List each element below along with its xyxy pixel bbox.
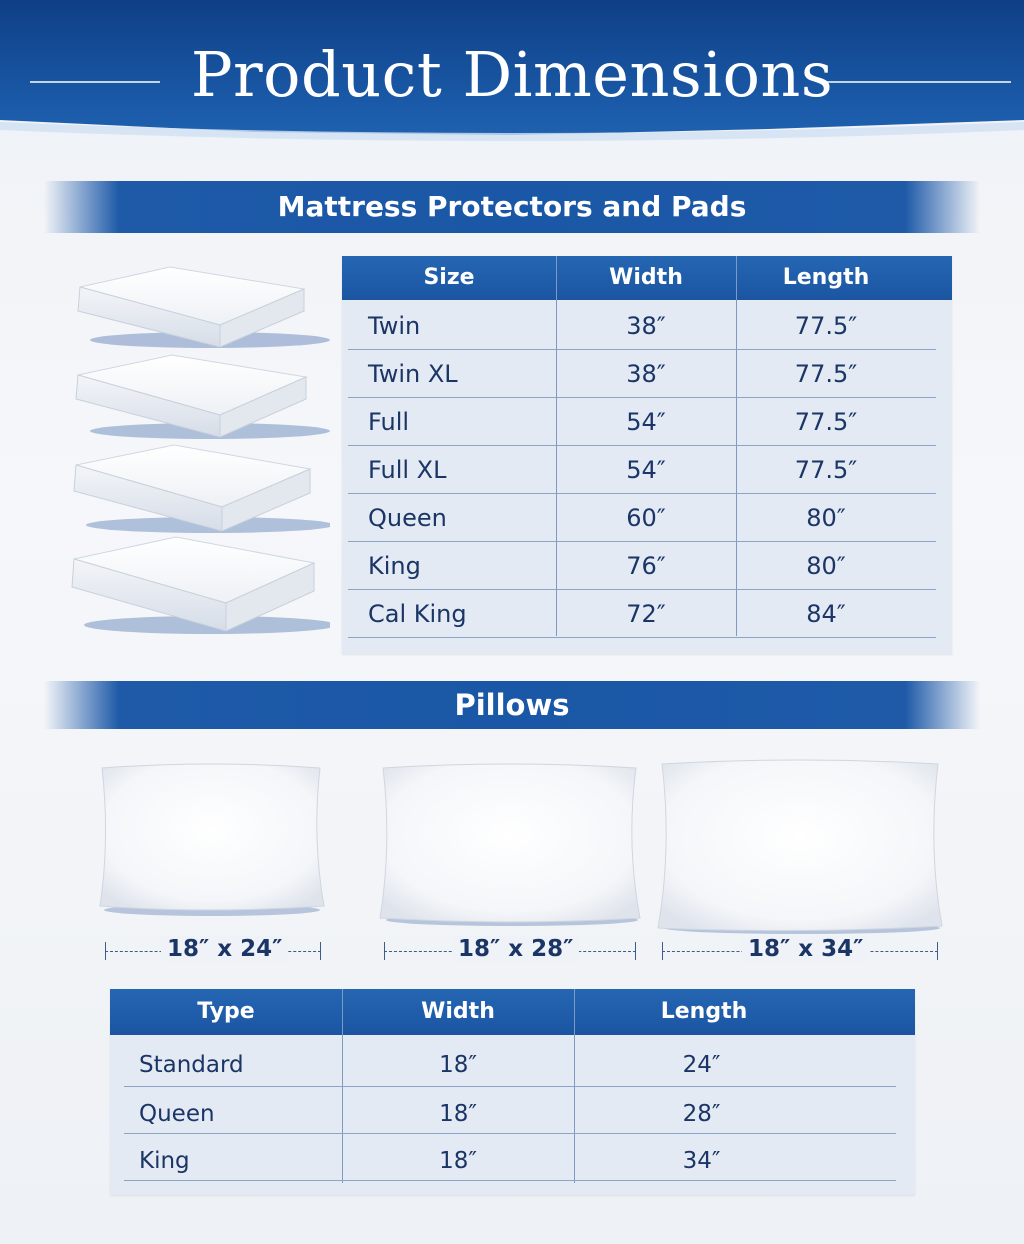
size-cell: Full XL (368, 456, 447, 484)
column-header-type: Type (197, 999, 255, 1024)
row-divider (348, 637, 936, 638)
type-cell: Queen (139, 1101, 215, 1127)
size-cell: Full (368, 408, 410, 436)
width-cell: 54″ (626, 408, 666, 436)
row-divider (124, 1133, 896, 1134)
column-header-size: Size (423, 265, 475, 290)
width-cell: 72″ (626, 600, 666, 628)
type-cell: Standard (139, 1052, 244, 1078)
length-cell: 84″ (806, 600, 846, 628)
length-cell: 24″ (682, 1052, 721, 1078)
length-cell: 80″ (806, 552, 846, 580)
dimension-tick (635, 942, 636, 960)
size-cell: Cal King (368, 600, 467, 628)
mattress-table-header (342, 256, 952, 300)
width-cell: 54″ (626, 456, 666, 484)
dimension-tick (937, 942, 938, 960)
table-row (110, 1041, 915, 1089)
size-cell: King (368, 552, 421, 580)
length-cell: 77.5″ (794, 408, 858, 436)
table-row (342, 350, 952, 398)
pillow-icon (90, 758, 950, 938)
size-cell: Queen (368, 504, 447, 532)
table-row (342, 542, 952, 590)
width-cell: 38″ (626, 360, 666, 388)
column-header-width: Width (421, 999, 495, 1024)
table-row (110, 1137, 915, 1185)
mattress-table (342, 256, 952, 654)
width-cell: 18″ (439, 1052, 477, 1078)
pillow-size-label: 18″ x 34″ (742, 936, 869, 962)
mattress-section-heading: Mattress Protectors and Pads (44, 181, 980, 233)
width-cell: 38″ (626, 312, 666, 340)
length-cell: 28″ (682, 1101, 721, 1127)
pillows-section-heading: Pillows (44, 681, 980, 729)
length-cell: 80″ (806, 504, 846, 532)
pillow-dimension-queen (384, 936, 636, 962)
length-cell: 77.5″ (794, 360, 858, 388)
pillow-size-label: 18″ x 28″ (452, 936, 579, 962)
row-divider (124, 1086, 896, 1087)
table-row (342, 494, 952, 542)
width-cell: 60″ (626, 504, 666, 532)
size-cell: Twin (368, 312, 421, 340)
table-row (342, 398, 952, 446)
length-cell: 77.5″ (794, 312, 858, 340)
column-header-length: Length (660, 999, 748, 1024)
mattress-icon (60, 255, 330, 655)
pillow-table (110, 989, 915, 1195)
column-header-length: Length (782, 265, 870, 290)
row-divider (124, 1180, 896, 1181)
width-cell: 76″ (626, 552, 666, 580)
width-cell: 18″ (439, 1148, 477, 1174)
table-row (110, 1090, 915, 1138)
size-cell: Twin XL (368, 360, 458, 388)
type-cell: King (139, 1148, 190, 1174)
table-row (342, 446, 952, 494)
table-row (342, 590, 952, 638)
pillow-table-header (110, 989, 915, 1035)
pillow-size-label: 18″ x 24″ (161, 936, 288, 962)
column-header-width: Width (609, 265, 683, 290)
pillow-dimension-king (662, 936, 938, 962)
length-cell: 34″ (682, 1148, 721, 1174)
dimension-tick (320, 942, 321, 960)
table-row (342, 302, 952, 350)
header-wave (0, 118, 1024, 148)
page-title: Product Dimensions (190, 38, 834, 111)
pillow-dimension-standard (105, 936, 321, 962)
length-cell: 77.5″ (794, 456, 858, 484)
width-cell: 18″ (439, 1101, 477, 1127)
